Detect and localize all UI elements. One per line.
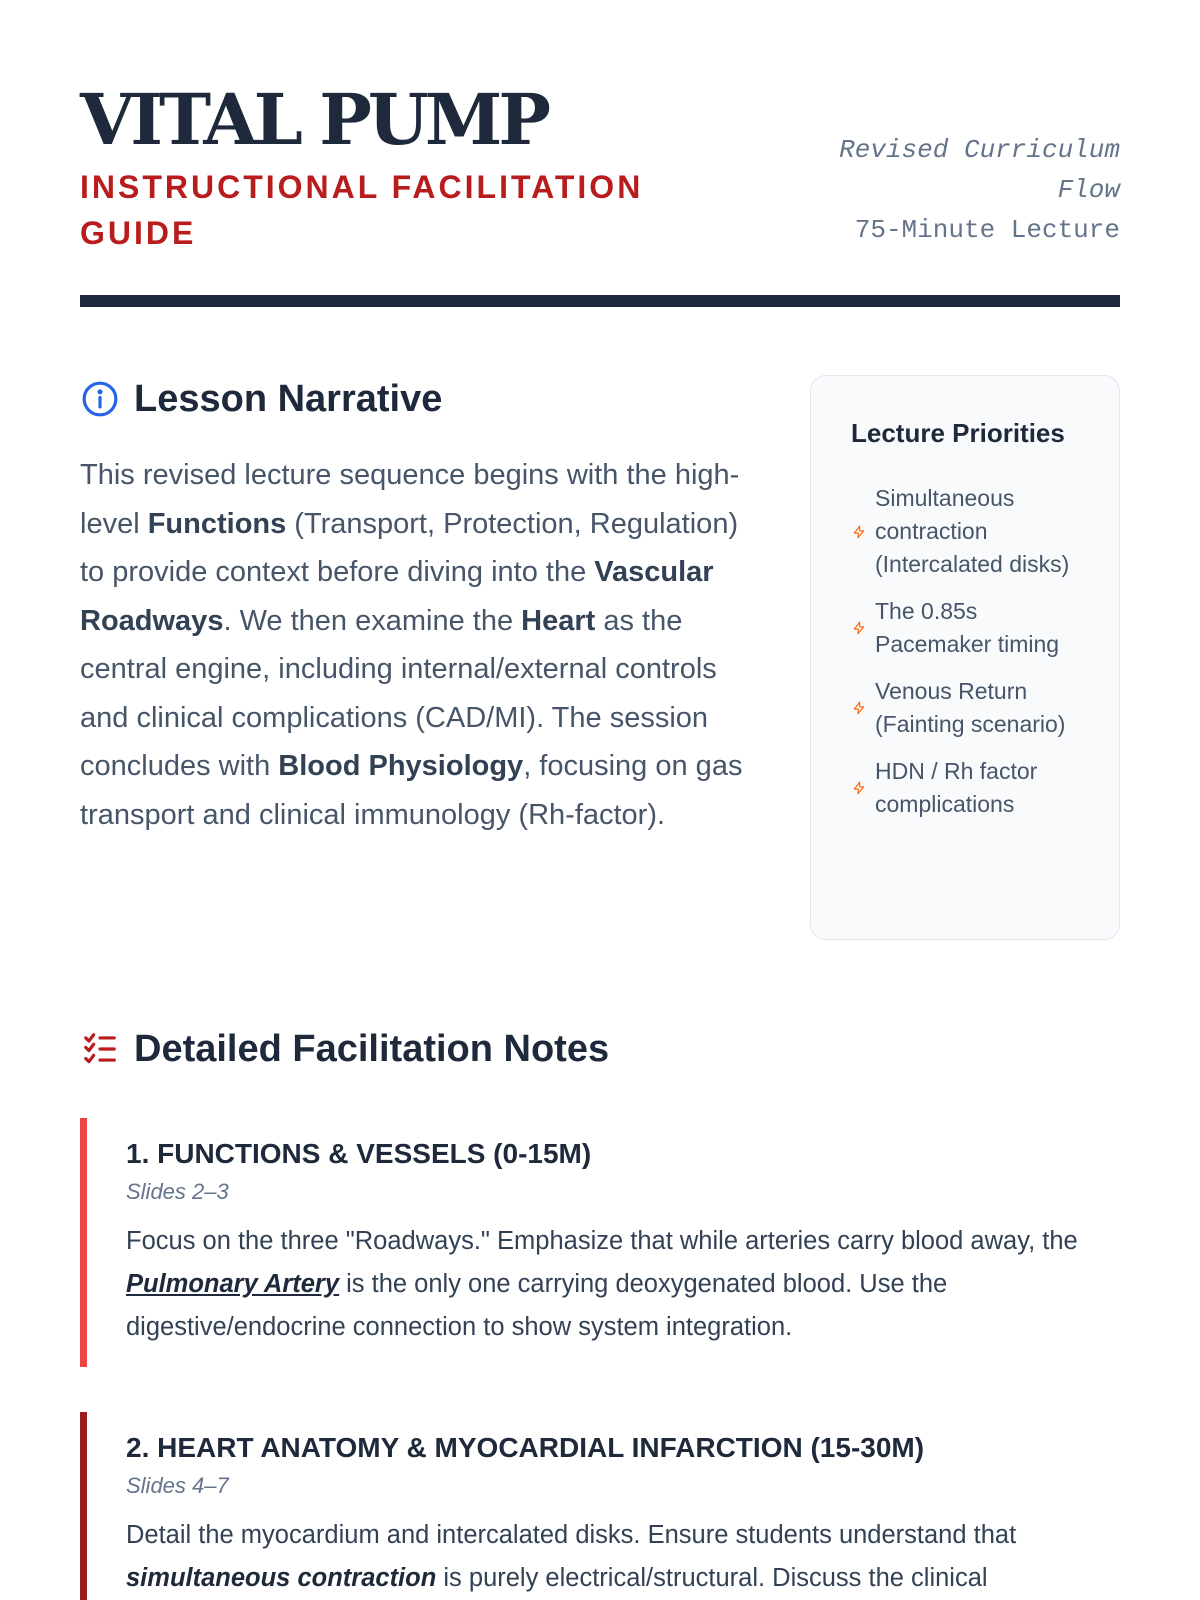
note-key-term: Pulmonary Artery [126, 1270, 340, 1298]
note-key-term: simultaneous contraction [126, 1564, 437, 1592]
narrative-text-part: , focusing on gas transport and clinical immunology (Rh-factor). [80, 750, 743, 831]
narrative-key-term: Vascular Roadways [80, 556, 714, 637]
note-slides: Slides 4–7 [126, 1473, 229, 1498]
note-body-part: Focus on the three "Roadways." Emphasize that while arteries carry blood away, the [126, 1227, 1078, 1255]
narrative-text-part: (Transport, Protection, Regulation) to provide context before diving into the [80, 507, 739, 588]
narrative-text-part: as the central engine, including internal/external controls and clinical complications (CAD/MI). The session concludes with [80, 604, 717, 782]
lesson-narrative-text [80, 451, 750, 839]
priority-item [851, 482, 1089, 581]
facilitation-note [80, 1118, 1120, 1367]
priority-item [851, 675, 1089, 741]
note-title: 1. FUNCTIONS & VESSELS (0-15M) [126, 1138, 592, 1169]
priority-text: Simultaneous contraction (Intercalated disks) [875, 485, 1070, 577]
facilitation-note [80, 1412, 1120, 1600]
bolt-icon [851, 700, 867, 716]
guide-subtitle: INSTRUCTIONAL FACILITATION GUIDE [80, 169, 644, 251]
lecture-priorities-title: Lecture Priorities [851, 418, 1065, 448]
narrative-text-part: . We then examine the [223, 604, 522, 637]
note-body-part: is purely electrical/structural. Discuss the clinical [436, 1564, 988, 1592]
lecture-priorities-list [851, 482, 1089, 821]
priority-item [851, 595, 1089, 661]
note-accent-bar [80, 1118, 87, 1367]
note-body-part: is the only one carrying deoxygenated blood. Use the digestive/endocrine connection to show system integration. [126, 1270, 948, 1341]
facilitation-notes-section [80, 1025, 1120, 1600]
meta-duration: 75-Minute Lecture [854, 215, 1120, 245]
guide-title: VITAL PUMP [80, 78, 548, 161]
guide-header [80, 80, 1120, 300]
priority-item [851, 755, 1089, 821]
note-body [126, 1220, 1120, 1367]
lecture-priorities-card [810, 375, 1120, 940]
narrative-text-part: This revised lecture sequence begins with the high-level [80, 459, 740, 540]
facilitation-notes-heading-text: Detailed Facilitation Notes [134, 1028, 610, 1070]
bolt-icon [851, 524, 867, 540]
info-circle-icon [80, 379, 120, 419]
narrative-key-term: Blood Physiology [278, 750, 524, 782]
priority-text: HDN / Rh factor complications [875, 758, 1038, 817]
bolt-icon [851, 620, 867, 636]
narrative-key-term: Functions [147, 507, 287, 540]
guide-meta [820, 130, 1120, 250]
facilitation-notes-heading [80, 1025, 1120, 1073]
priority-text: Venous Return (Fainting scenario) [875, 678, 1066, 737]
lesson-narrative-heading-text: Lesson Narrative [134, 378, 443, 420]
priority-text: The 0.85s Pacemaker timing [875, 598, 1060, 657]
narrative-key-term: Heart [521, 604, 596, 637]
note-body-part: Detail the myocardium and intercalated disks. Ensure students understand that [126, 1521, 1017, 1549]
meta-curriculum: Revised Curriculum Flow [839, 135, 1120, 205]
note-accent-bar [80, 1412, 87, 1600]
header-divider [80, 295, 1120, 307]
bolt-icon [851, 780, 867, 796]
note-slides: Slides 2–3 [126, 1179, 229, 1204]
note-body [126, 1514, 1120, 1600]
lesson-narrative-heading [80, 375, 750, 423]
note-title: 2. HEART ANATOMY & MYOCARDIAL INFARCTION (15-30M) [126, 1432, 925, 1463]
lesson-narrative-section [80, 375, 750, 839]
guide-page [80, 78, 1120, 1592]
checklist-icon [80, 1029, 120, 1069]
